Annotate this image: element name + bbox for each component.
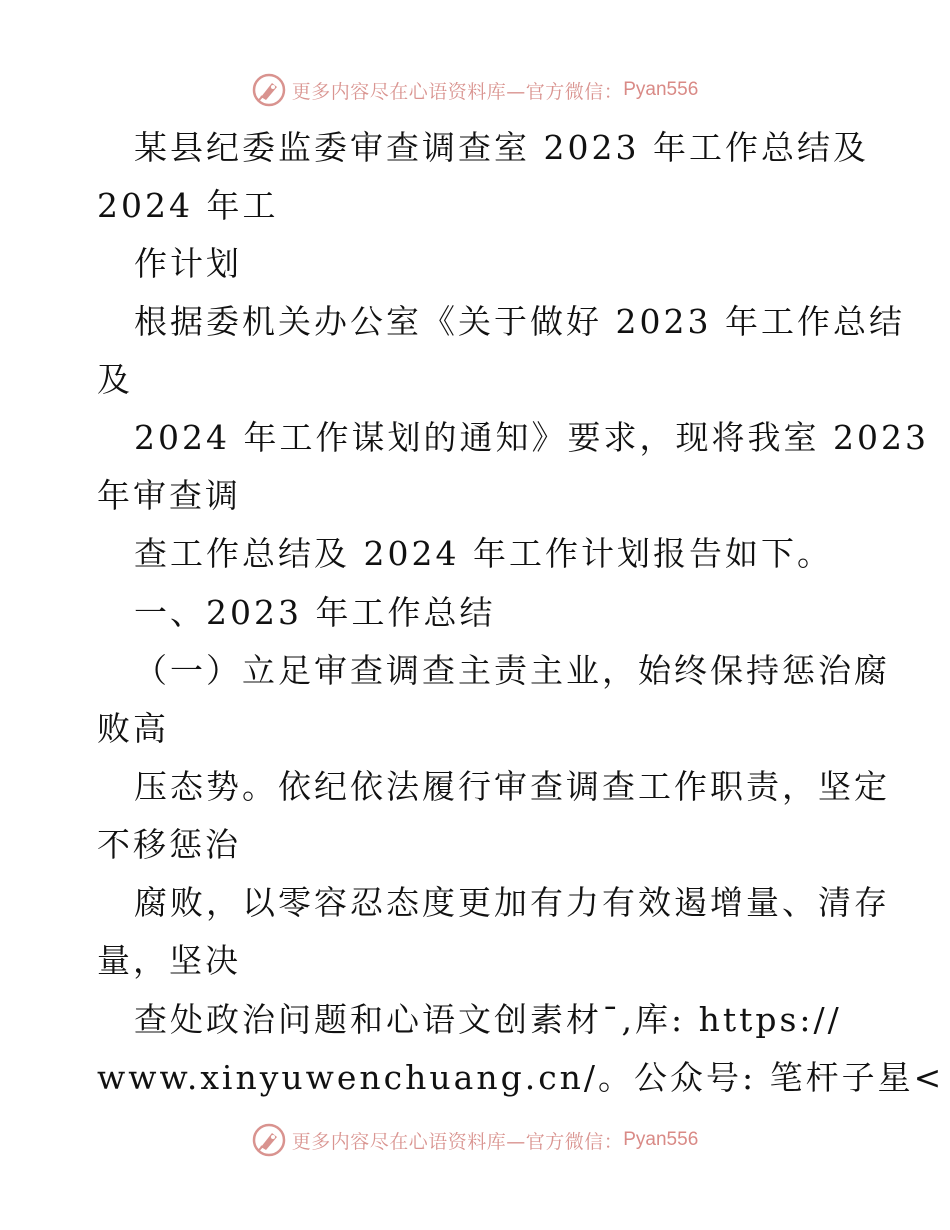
title-line-2: 2024 年工 (97, 186, 279, 225)
paragraph-line: 败高 (97, 709, 169, 748)
watermark-text: 更多内容尽在心语资料库—官方微信： (291, 80, 624, 103)
paragraph-line: 腐败，以零容忍态度更加有力有效遏增量、清存 (134, 883, 890, 922)
watermark-header (0, 72, 950, 108)
title-line-3: 作计划 (134, 244, 242, 283)
paragraph-line: 年审查调 (97, 476, 241, 515)
paragraph-line: 2024 年工作谋划的通知》要求，现将我室 2023 (134, 418, 929, 457)
pen-nib-icon (252, 1123, 286, 1157)
section-heading: 一、2023 年工作总结 (134, 593, 496, 632)
paragraph-line: 及 (97, 360, 133, 399)
paragraph-line: 查工作总结及 2024 年工作计划报告如下。 (134, 534, 833, 573)
paragraph-line: 不移惩治 (97, 825, 241, 864)
paragraph-line: 量，坚决 (97, 941, 241, 980)
subsection-heading: （一）立足审查调查主责主业，始终保持惩治腐 (134, 651, 890, 690)
pen-nib-icon (252, 73, 286, 107)
paragraph-line: www.xinyuwenchuang.cn/。公众号: 笔杆子星< (97, 1058, 945, 1097)
watermark-wechat-id: Pyan556 (623, 1129, 699, 1150)
paragraph-line: 查处政治问题和心语文创素材¯,库: https:// (134, 1000, 842, 1039)
watermark-text: 更多内容尽在心语资料库—官方微信： (291, 1130, 624, 1153)
watermark-wechat-id: Pyan556 (623, 79, 699, 100)
watermark-footer (0, 1122, 950, 1158)
paragraph-line: 压态势。依纪依法履行审查调查工作职责，坚定 (134, 767, 890, 806)
title-line-1: 某县纪委监委审查调查室 2023 年工作总结及 (134, 128, 869, 167)
paragraph-line: 根据委机关办公室《关于做好 2023 年工作总结 (134, 302, 905, 341)
